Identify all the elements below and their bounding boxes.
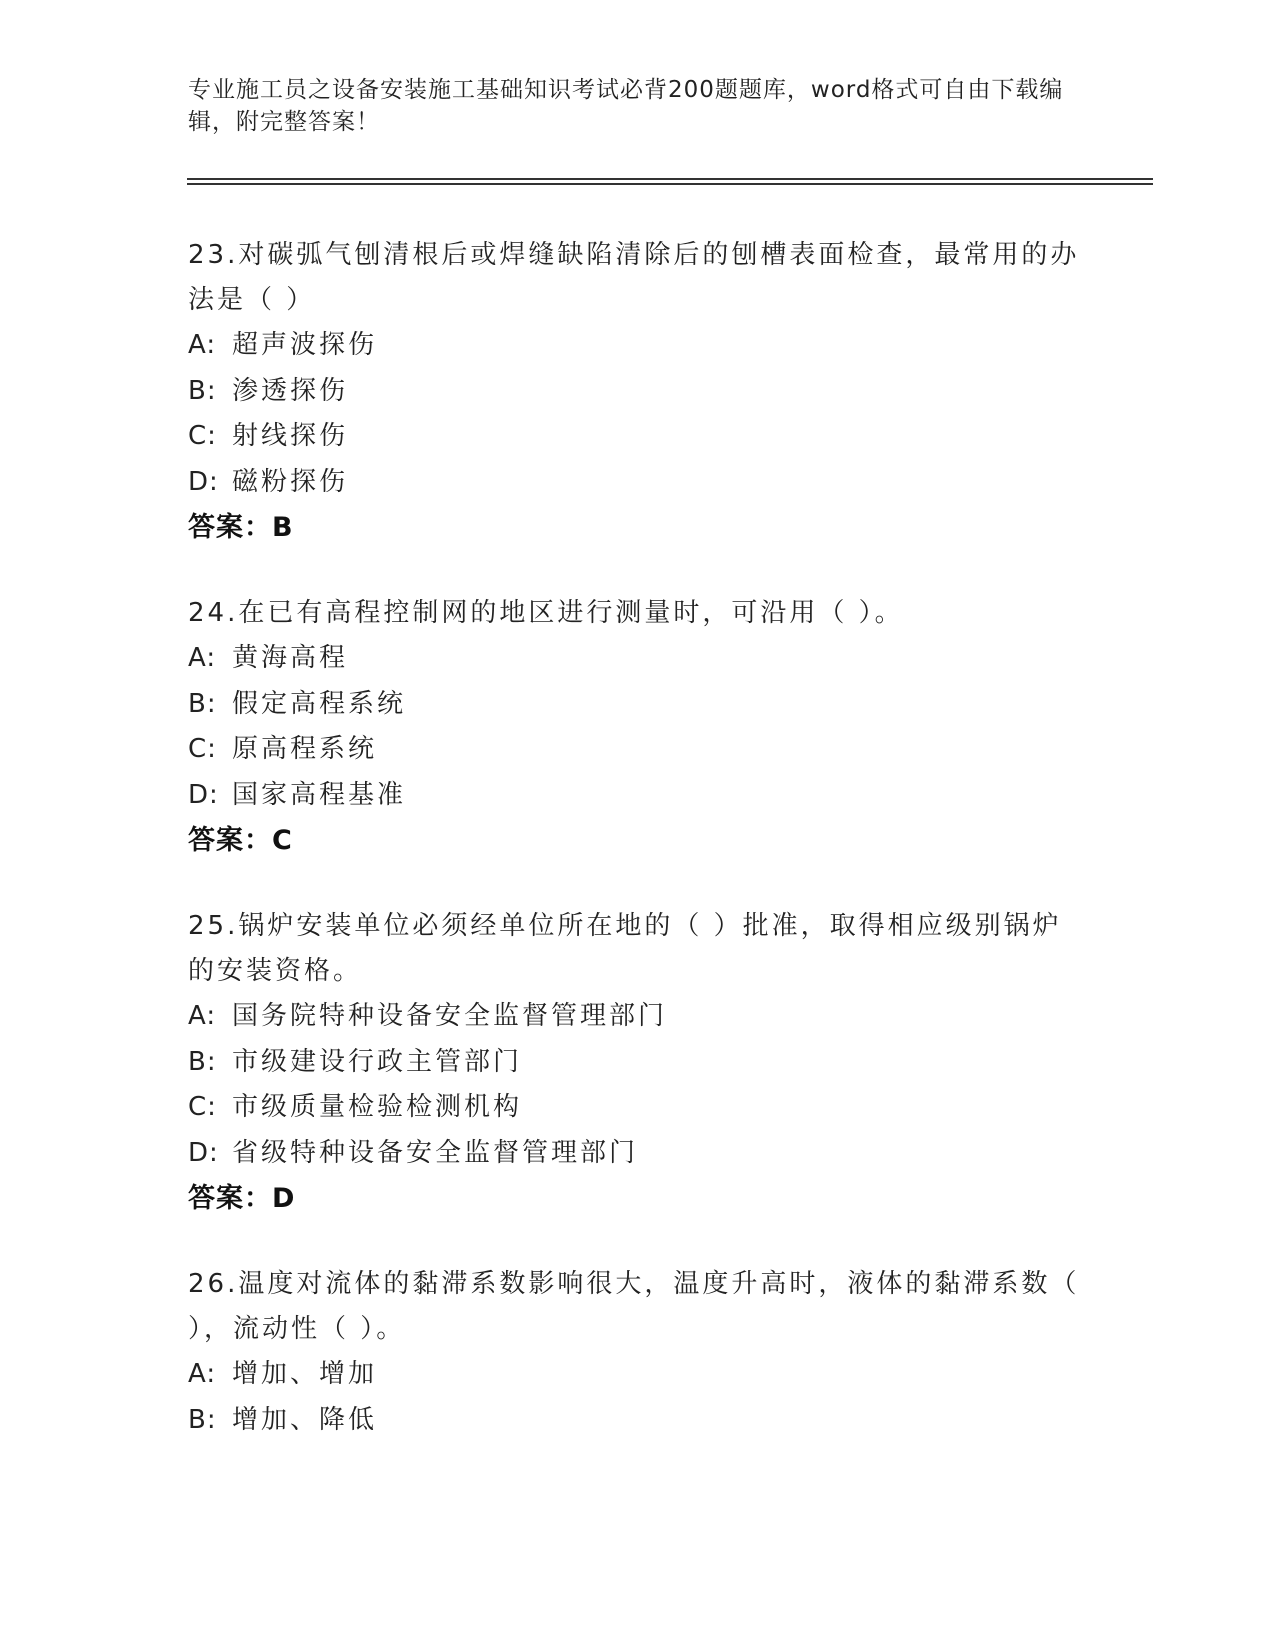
option-text: 射线探伤 [232, 421, 349, 451]
option-d [188, 773, 1088, 819]
option-text: 磁粉探伤 [232, 466, 349, 497]
option-key: B: [188, 688, 217, 719]
option-key: D: [188, 779, 219, 810]
option-key: B: [188, 1046, 217, 1077]
question-list [188, 233, 1088, 1483]
option-b [188, 1398, 1088, 1444]
option-key: B: [188, 1404, 217, 1435]
option-key: C: [188, 421, 217, 451]
option-key: A: [188, 1001, 217, 1031]
option-a [188, 1352, 1088, 1398]
option-key: D: [188, 466, 219, 497]
option-text: 国家高程基准 [232, 779, 407, 810]
option-d [188, 1131, 1088, 1177]
option-b [188, 682, 1088, 728]
header-divider-bottom [187, 183, 1153, 185]
answer-label: 答案：D [188, 1183, 296, 1214]
option-key: D: [188, 1137, 219, 1168]
option-text: 市级建设行政主管部门 [232, 1046, 523, 1077]
question-stem: 25.锅炉安装单位必须经单位所在地的（ ）批准，取得相应级别锅炉的安装资格。 [188, 911, 1062, 986]
answer-label: 答案：B [188, 512, 294, 543]
header-divider-top [187, 178, 1153, 180]
option-text: 市级质量检验检测机构 [232, 1092, 523, 1122]
option-key: A: [188, 1359, 217, 1389]
option-text: 省级特种设备安全监督管理部门 [232, 1137, 639, 1168]
question-stem: 26.温度对流体的黏滞系数影响很大，温度升高时，液体的黏滞系数（ ），流动性（ ）。 [188, 1269, 1080, 1344]
option-c [188, 414, 1088, 460]
option-d [188, 460, 1088, 506]
option-b [188, 1040, 1088, 1086]
option-key: C: [188, 734, 217, 764]
option-text: 超声波探伤 [232, 330, 378, 360]
document-header-title: 专业施工员之设备安装施工基础知识考试必背200题题库，word格式可自由下载编辑，附完整答案！ [188, 77, 1064, 135]
option-text: 原高程系统 [232, 734, 378, 764]
question-stem: 23.对碳弧气刨清根后或焊缝缺陷清除后的刨槽表面检查，最常用的办法是（ ） [188, 240, 1080, 315]
answer-label: 答案：C [188, 825, 293, 856]
option-text: 假定高程系统 [232, 688, 407, 719]
option-key: A: [188, 643, 217, 673]
option-b [188, 369, 1088, 415]
question-stem: 24.在已有高程控制网的地区进行测量时，可沿用（ ）。 [188, 598, 904, 628]
question-item [188, 233, 1088, 551]
option-a [188, 994, 1088, 1040]
option-text: 国务院特种设备安全监督管理部门 [232, 1001, 668, 1031]
question-item [188, 904, 1088, 1222]
option-c [188, 1085, 1088, 1131]
option-c [188, 727, 1088, 773]
option-text: 增加、增加 [232, 1359, 378, 1389]
option-text: 增加、降低 [232, 1404, 378, 1435]
option-text: 黄海高程 [232, 643, 349, 673]
option-a [188, 323, 1088, 369]
option-key: A: [188, 330, 217, 360]
question-item [188, 1262, 1088, 1443]
option-text: 渗透探伤 [232, 375, 349, 406]
option-a [188, 636, 1088, 682]
question-item [188, 591, 1088, 864]
option-key: B: [188, 375, 217, 406]
option-key: C: [188, 1092, 217, 1122]
